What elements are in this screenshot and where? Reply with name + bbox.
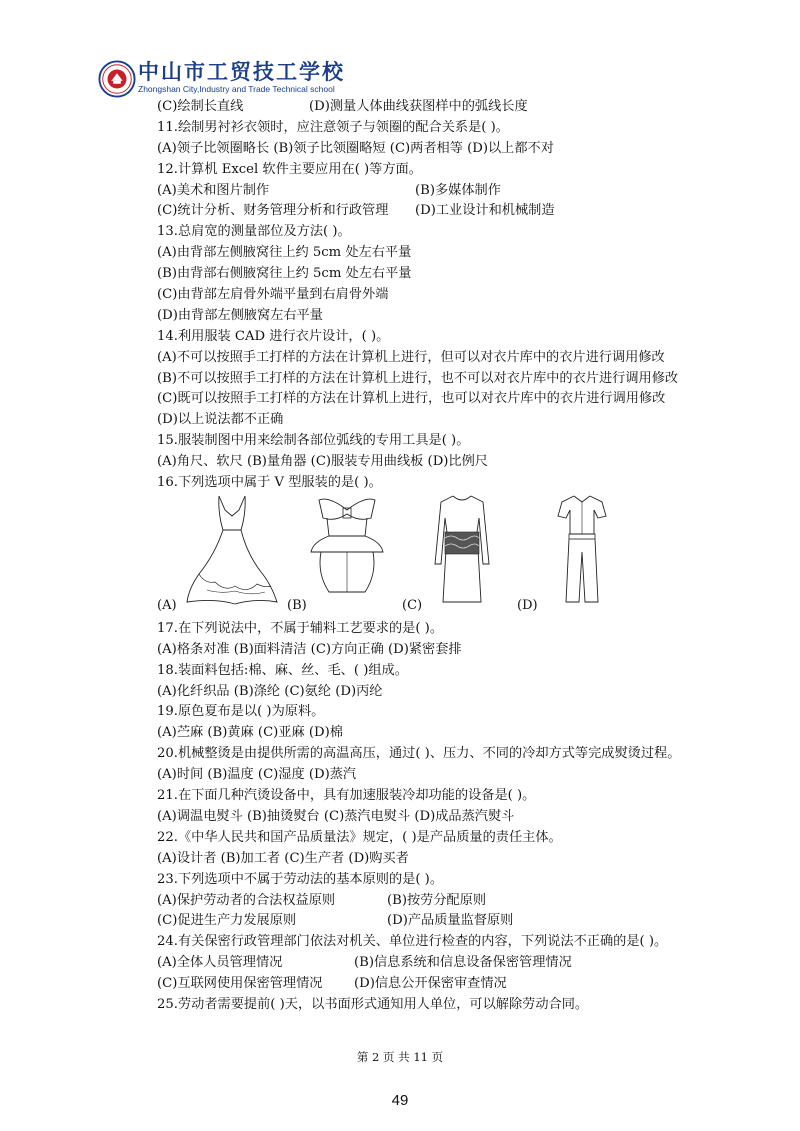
wedding-gown-icon xyxy=(185,494,280,606)
text-line xyxy=(157,222,757,243)
text-line xyxy=(157,870,757,891)
text-line xyxy=(157,744,757,765)
text-segment: 24.有关保密行政管理部门依法对机关、单位进行检查的内容，下列说法不正确的是( )。 xyxy=(157,934,668,950)
text-line xyxy=(157,640,757,661)
text-line xyxy=(157,995,757,1016)
text-segment: (A)领子比领圈略长 (B)领子比领圈略短 (C)两者相等 (D)以上都不对 xyxy=(157,140,554,156)
text-segment: (A)苎麻 (B)黄麻 (C)亚麻 (D)棉 xyxy=(157,725,343,741)
figure-label-b: (B) xyxy=(287,597,307,613)
text-segment: (A)不可以按照手工打样的方法在计算机上进行，但可以对衣片库中的衣片进行调用修改 xyxy=(157,349,665,365)
text-segment: (D)工业设计和机械制造 xyxy=(415,203,555,219)
text-segment: (C)由背部左肩骨外端平量到右肩骨外端 xyxy=(157,287,389,303)
text-line xyxy=(157,682,757,703)
text-segment: (C)绘制长直线 xyxy=(157,99,244,114)
page-footer: 第 2 页 共 11 页 xyxy=(356,1050,444,1064)
text-line xyxy=(157,118,757,139)
text-segment: 20.机械整烫是由提供所需的高温高压，通过( )、压力、不同的冷却方式等完成熨烫过程。 xyxy=(157,746,681,762)
text-segment: (A)保护劳动者的合法权益原则 xyxy=(157,892,336,908)
text-line xyxy=(157,369,757,390)
text-segment: 16.下列选项中属于 V 型服装的是( )。 xyxy=(157,475,382,491)
text-line xyxy=(157,661,757,682)
text-line xyxy=(157,849,757,870)
text-segment: 15.服装制图中用来绘制各部位弧线的专用工具是( )。 xyxy=(157,433,470,449)
text-segment: 21.在下面几种汽烫设备中，具有加速服装冷却功能的设备是( )。 xyxy=(157,788,536,804)
question-content xyxy=(157,97,757,1016)
text-segment: (C)互联网使用保密管理情况 xyxy=(157,976,323,992)
text-segment: (D)信息公开保密审查情况 xyxy=(354,976,507,992)
text-line xyxy=(157,786,757,807)
text-segment: (A)设计者 (B)加工者 (C)生产者 (D)购买者 xyxy=(157,850,409,866)
text-line xyxy=(157,410,757,431)
text-line xyxy=(157,389,757,410)
text-segment: (A)角尺、软尺 (B)量角器 (C)服装专用曲线板 (D)比例尺 xyxy=(157,454,488,470)
text-segment: (D)以上说法都不正确 xyxy=(157,412,284,428)
text-segment: 17.在下列说法中，不属于辅料工艺要求的是( )。 xyxy=(157,620,444,636)
text-line xyxy=(157,327,757,348)
text-line xyxy=(157,181,757,202)
text-line xyxy=(157,619,757,640)
text-line xyxy=(157,702,757,723)
text-segment: 25.劳动者需要提前( )天，以书面形式通知用人单位，可以解除劳动合同。 xyxy=(157,996,589,1012)
text-line xyxy=(157,723,757,744)
text-line xyxy=(157,452,757,473)
text-line xyxy=(157,97,757,118)
text-line xyxy=(157,974,757,995)
text-segment: 23.下列选项中不属于劳动法的基本原则的是( )。 xyxy=(157,871,444,887)
text-line xyxy=(157,201,757,222)
text-segment: 19.原色夏布是以( )为原料。 xyxy=(157,704,325,720)
text-segment: (C)既可以按照手工打样的方法在计算机上进行，也可以对衣片库中的衣片进行调用修改 xyxy=(157,391,666,407)
text-line xyxy=(157,765,757,786)
school-logo-icon xyxy=(98,60,136,98)
text-segment: (B)由背部右侧腋窝往上约 5cm 处左右平量 xyxy=(157,266,412,282)
text-segment: (D)由背部左侧腋窝左右平量 xyxy=(157,307,323,323)
text-segment: 22.《中华人民共和国产品质量法》规定，( )是产品质量的责任主体。 xyxy=(157,829,562,845)
bow-peplum-dress-icon xyxy=(307,496,387,596)
text-segment: (B)信息系统和信息设备保密管理情况 xyxy=(354,955,572,971)
text-segment: (A)由背部左侧腋窝往上约 5cm 处左右平量 xyxy=(157,245,412,261)
text-line xyxy=(157,807,757,828)
text-segment: (C)促进生产力发展原则 xyxy=(157,913,297,929)
text-segment: 13.总肩宽的测量部位及方法( )。 xyxy=(157,224,351,240)
text-line xyxy=(157,348,757,369)
school-name-en: Zhongshan City,Industry and Trade Technical school xyxy=(138,84,335,94)
text-segment: (A)全体人员管理情况 xyxy=(157,955,283,971)
text-line xyxy=(157,431,757,452)
text-line xyxy=(157,264,757,285)
text-line xyxy=(157,473,757,494)
text-segment: (B)按劳分配原则 xyxy=(387,892,487,908)
text-line xyxy=(157,911,757,932)
text-segment: (A)美术和图片制作 xyxy=(157,182,270,198)
questions-after-figures xyxy=(157,619,757,1016)
long-sleeve-lace-dress-icon xyxy=(427,494,497,606)
text-line xyxy=(157,828,757,849)
text-line xyxy=(157,953,757,974)
text-line xyxy=(157,139,757,160)
text-segment: (A)时间 (B)温度 (C)湿度 (D)蒸汽 xyxy=(157,767,357,783)
text-segment: (A)格条对准 (B)面料清洁 (C)方向正确 (D)紧密套排 xyxy=(157,641,462,657)
text-line xyxy=(157,932,757,953)
text-segment: (A)化纤织品 (B)涤纶 (C)氨纶 (D)丙纶 xyxy=(157,683,383,699)
text-segment: 12.计算机 Excel 软件主要应用在( )等方面。 xyxy=(157,161,422,177)
text-line xyxy=(157,243,757,264)
figure-label-c: (C) xyxy=(402,597,423,613)
text-segment: (B)多媒体制作 xyxy=(415,182,501,198)
school-name-cn: 中山市工贸技工学校 xyxy=(138,60,345,84)
text-segment: (B)不可以按照手工打样的方法在计算机上进行，也不可以对衣片库中的衣片进行调用修改 xyxy=(157,370,679,386)
question-16-figures xyxy=(157,494,757,619)
page-number: 49 xyxy=(391,1092,409,1109)
text-segment: 11.绘制男衬衫衣领时，应注意领子与领圈的配合关系是( )。 xyxy=(157,119,509,135)
figure-label-d: (D) xyxy=(517,597,538,613)
text-segment: (A)调温电熨斗 (B)抽烫熨台 (C)蒸汽电熨斗 (D)成品蒸汽熨斗 xyxy=(157,808,515,824)
jumpsuit-icon xyxy=(552,494,612,606)
text-segment: (D)测量人体曲线获图样中的弧线长度 xyxy=(309,99,528,114)
text-segment: 14.利用服装 CAD 进行衣片设计，( )。 xyxy=(157,328,390,344)
questions-before-figures xyxy=(157,97,757,494)
text-segment: (D)产品质量监督原则 xyxy=(387,913,514,929)
school-header xyxy=(98,56,358,102)
text-line xyxy=(157,160,757,181)
figure-label-a: (A) xyxy=(157,597,177,613)
text-line xyxy=(157,285,757,306)
text-segment: (C)统计分析、财务管理分析和行政管理 xyxy=(157,203,389,219)
text-line xyxy=(157,891,757,912)
text-segment: 18.装面料包括:棉、麻、丝、毛、( )组成。 xyxy=(157,662,408,678)
text-line xyxy=(157,306,757,327)
